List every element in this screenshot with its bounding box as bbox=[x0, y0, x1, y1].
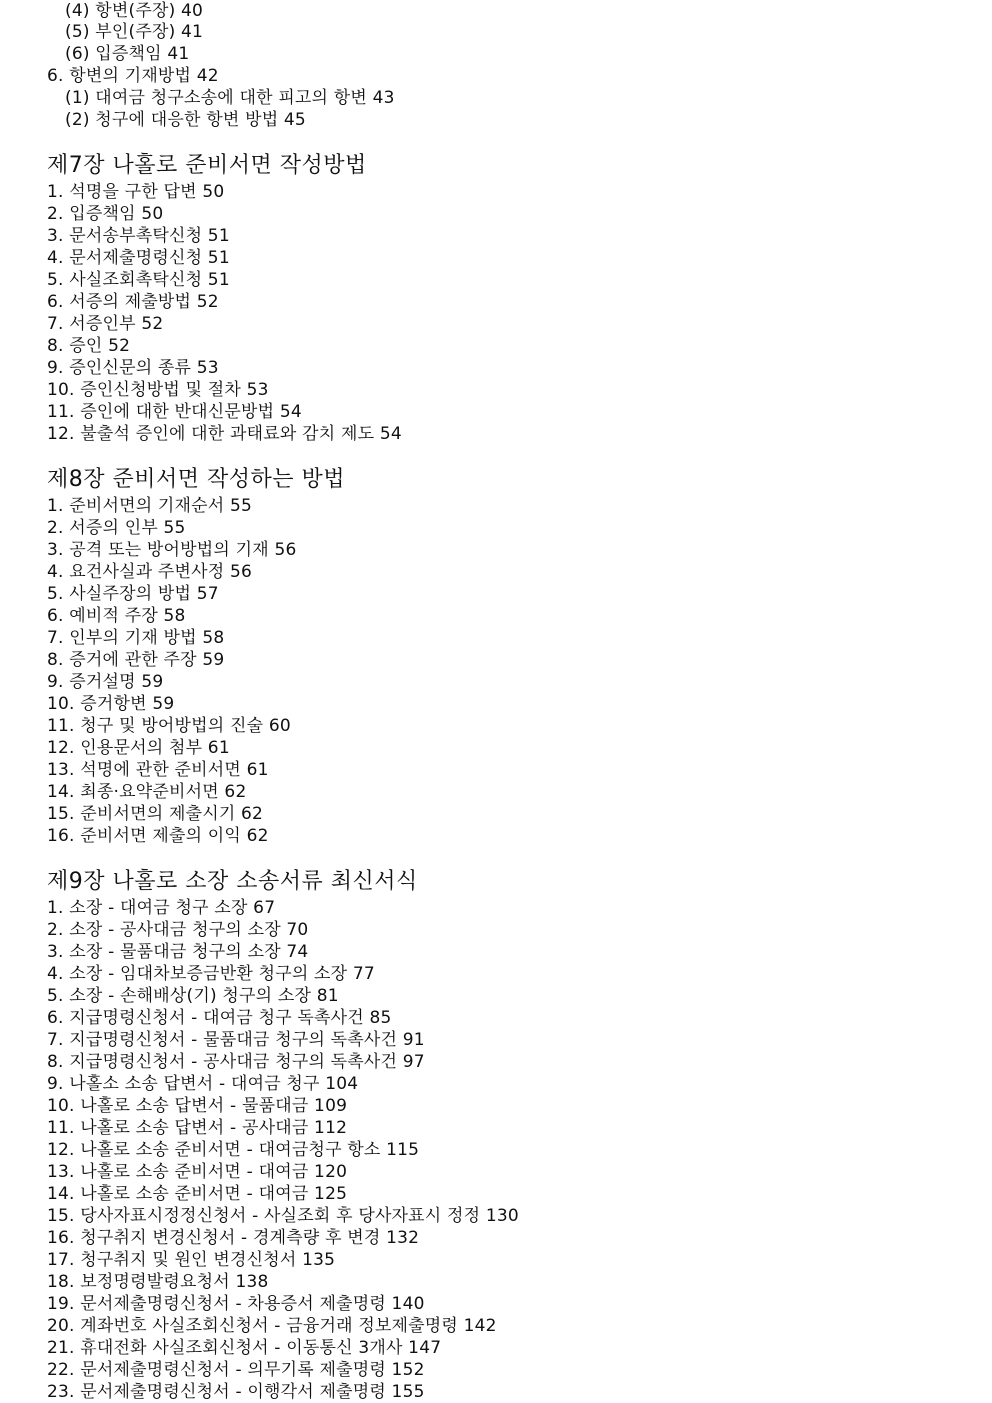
toc-entry: 3. 문서송부촉탁신청 51 bbox=[47, 226, 230, 246]
toc-entry: (4) 항변(주장) 40 bbox=[65, 1, 204, 21]
toc-entry: 10. 나홀로 소송 답변서 - 물품대금 109 bbox=[47, 1096, 348, 1116]
toc-entry: 22. 문서제출명령신청서 - 의무기록 제출명령 152 bbox=[47, 1360, 425, 1380]
toc-entry: 3. 공격 또는 방어방법의 기재 56 bbox=[47, 540, 297, 560]
chapter-heading: 제8장 준비서면 작성하는 방법 bbox=[47, 467, 346, 492]
toc-entry: 9. 증인신문의 종류 53 bbox=[47, 358, 219, 378]
toc-entry: 13. 나홀로 소송 준비서면 - 대여금 120 bbox=[47, 1162, 348, 1182]
chapter-heading: 제9장 나홀로 소장 소송서류 최신서식 bbox=[47, 869, 418, 894]
toc-entry: 16. 청구취지 변경신청서 - 경계측량 후 변경 132 bbox=[47, 1228, 420, 1248]
toc-entry: 1. 소장 - 대여금 청구 소장 67 bbox=[47, 898, 276, 918]
toc-entry: 6. 지급명령신청서 - 대여금 청구 독촉사건 85 bbox=[47, 1008, 392, 1028]
toc-entry: 14. 최종·요약준비서면 62 bbox=[47, 782, 247, 802]
toc-entry: 21. 휴대전화 사실조회신청서 - 이동통신 3개사 147 bbox=[47, 1338, 442, 1358]
toc-entry: 11. 나홀로 소송 답변서 - 공사대금 112 bbox=[47, 1118, 348, 1138]
toc-entry: 4. 요건사실과 주변사정 56 bbox=[47, 562, 253, 582]
toc-entry: 11. 증인에 대한 반대신문방법 54 bbox=[47, 402, 302, 422]
toc-entry: 11. 청구 및 방어방법의 진술 60 bbox=[47, 716, 291, 736]
toc-entry: 7. 인부의 기재 방법 58 bbox=[47, 628, 225, 648]
toc-entry: 5. 사실주장의 방법 57 bbox=[47, 584, 219, 604]
toc-entry: 12. 인용문서의 첨부 61 bbox=[47, 738, 230, 758]
toc-entry: (2) 청구에 대응한 항변 방법 45 bbox=[65, 110, 306, 130]
toc-entry: 2. 소장 - 공사대금 청구의 소장 70 bbox=[47, 920, 309, 940]
toc-entry: 7. 지급명령신청서 - 물품대금 청구의 독촉사건 91 bbox=[47, 1030, 425, 1050]
toc-entry: 8. 지급명령신청서 - 공사대금 청구의 독촉사건 97 bbox=[47, 1052, 425, 1072]
toc-entry: 2. 서증의 인부 55 bbox=[47, 518, 186, 538]
toc-entry: 5. 소장 - 손해배상(기) 청구의 소장 81 bbox=[47, 986, 339, 1006]
toc-entry: 13. 석명에 관한 준비서면 61 bbox=[47, 760, 269, 780]
toc-entry: 3. 소장 - 물품대금 청구의 소장 74 bbox=[47, 942, 309, 962]
toc-entry: 15. 당사자표시정정신청서 - 사실조회 후 당사자표시 정정 130 bbox=[47, 1206, 519, 1226]
toc-entry: 9. 증거설명 59 bbox=[47, 672, 164, 692]
toc-entry: 6. 예비적 주장 58 bbox=[47, 606, 186, 626]
toc-entry: 4. 소장 - 임대차보증금반환 청구의 소장 77 bbox=[47, 964, 375, 984]
toc-entry: 1. 준비서면의 기재순서 55 bbox=[47, 496, 253, 516]
toc-entry: 5. 사실조회촉탁신청 51 bbox=[47, 270, 230, 290]
toc-entry: 7. 서증인부 52 bbox=[47, 314, 164, 334]
toc-entry: 12. 불출석 증인에 대한 과태료와 감치 제도 54 bbox=[47, 424, 402, 444]
toc-entry: 10. 증거항변 59 bbox=[47, 694, 175, 714]
toc-entry: 18. 보정명령발령요청서 138 bbox=[47, 1272, 269, 1292]
toc-entry: 12. 나홀로 소송 준비서면 - 대여금청구 항소 115 bbox=[47, 1140, 420, 1160]
toc-entry: 19. 문서제출명령신청서 - 차용증서 제출명령 140 bbox=[47, 1294, 425, 1314]
toc-entry: 10. 증인신청방법 및 절차 53 bbox=[47, 380, 269, 400]
toc-entry: (1) 대여금 청구소송에 대한 피고의 항변 43 bbox=[65, 88, 395, 108]
toc-entry: 20. 계좌번호 사실조회신청서 - 금융거래 정보제출명령 142 bbox=[47, 1316, 497, 1336]
toc-entry: (6) 입증책임 41 bbox=[65, 44, 190, 64]
toc-entry: 1. 석명을 구한 답변 50 bbox=[47, 182, 225, 202]
toc-entry: 23. 문서제출명령신청서 - 이행각서 제출명령 155 bbox=[47, 1382, 425, 1402]
toc-entry: 6. 항변의 기재방법 42 bbox=[47, 66, 219, 86]
toc-entry: 17. 청구취지 및 원인 변경신청서 135 bbox=[47, 1250, 336, 1270]
toc-entry: (5) 부인(주장) 41 bbox=[65, 22, 204, 42]
toc-entry: 8. 증인 52 bbox=[47, 336, 131, 356]
toc-entry: 15. 준비서면의 제출시기 62 bbox=[47, 804, 264, 824]
toc-entry: 9. 나홀소 소송 답변서 - 대여금 청구 104 bbox=[47, 1074, 359, 1094]
toc-entry: 2. 입증책임 50 bbox=[47, 204, 164, 224]
toc-entry: 16. 준비서면 제출의 이익 62 bbox=[47, 826, 269, 846]
toc-entry: 14. 나홀로 소송 준비서면 - 대여금 125 bbox=[47, 1184, 348, 1204]
chapter-heading: 제7장 나홀로 준비서면 작성방법 bbox=[47, 153, 367, 178]
toc-entry: 4. 문서제출명령신청 51 bbox=[47, 248, 230, 268]
toc-entry: 6. 서증의 제출방법 52 bbox=[47, 292, 219, 312]
toc-entry: 8. 증거에 관한 주장 59 bbox=[47, 650, 225, 670]
